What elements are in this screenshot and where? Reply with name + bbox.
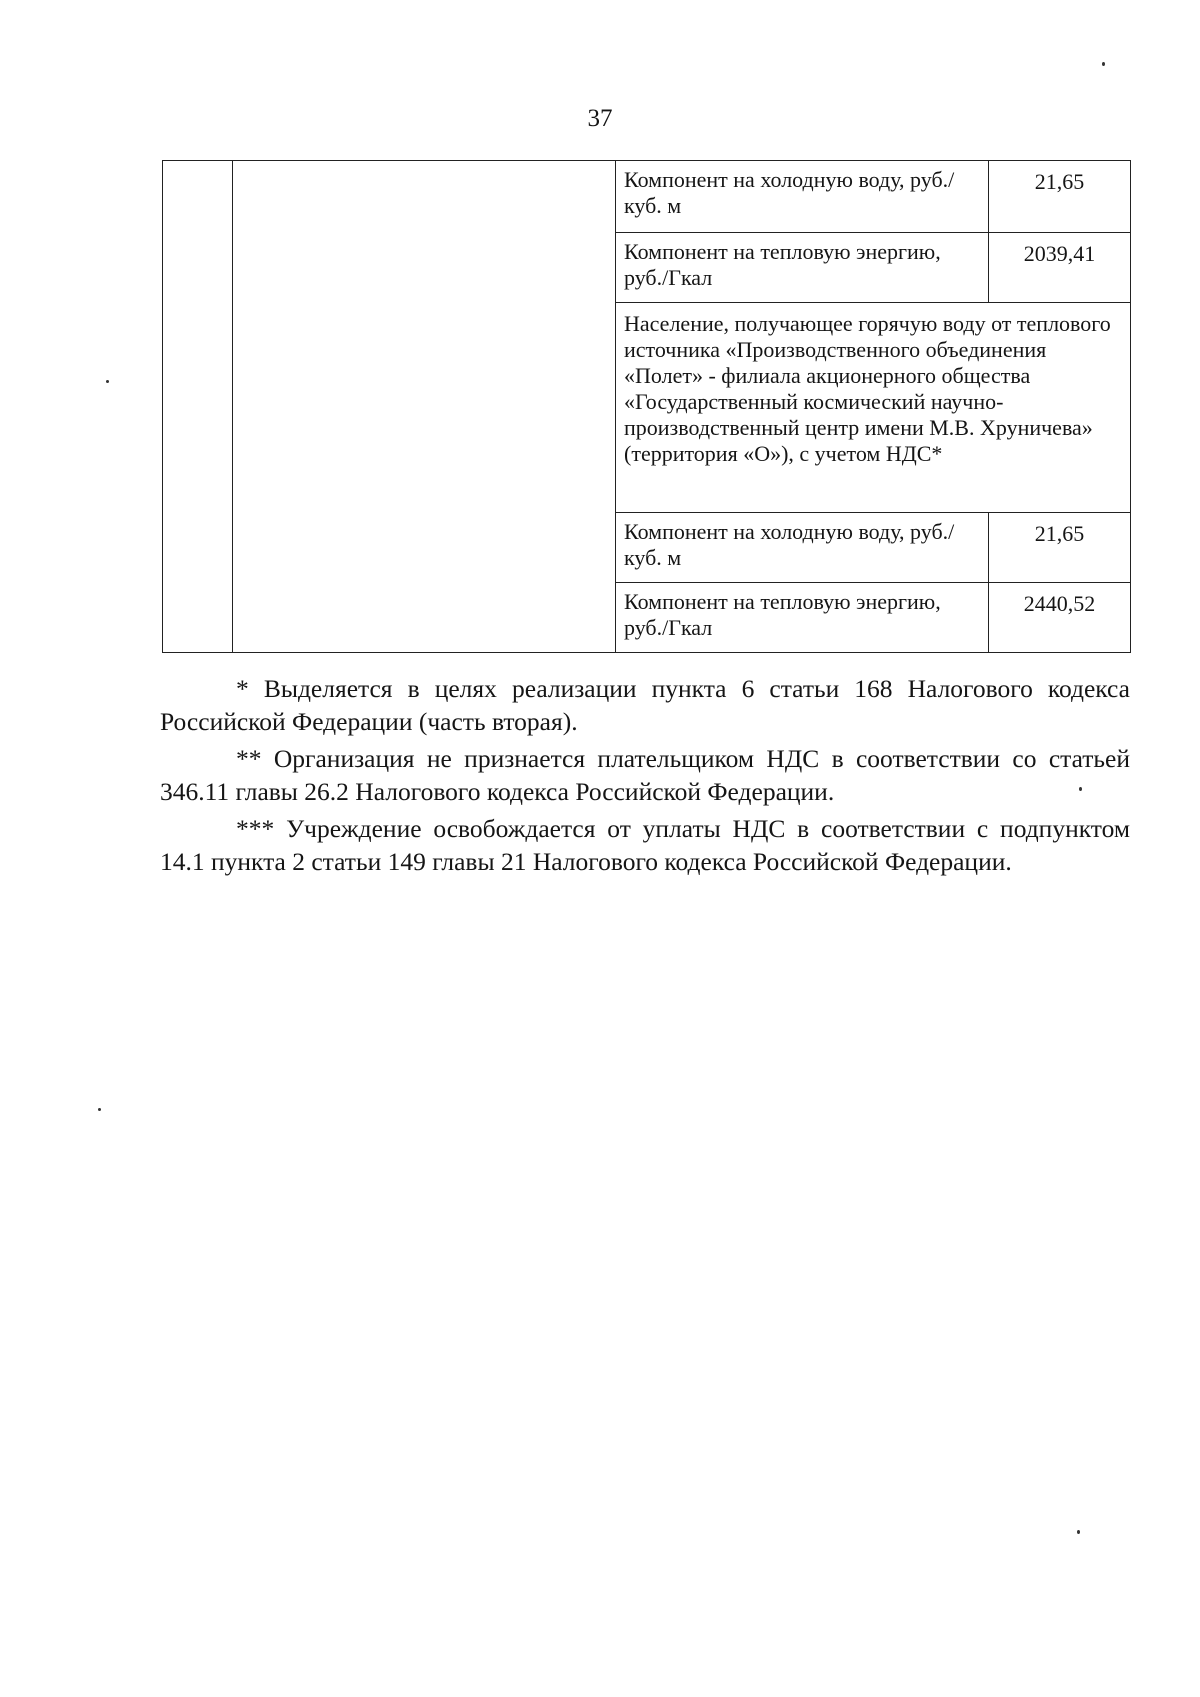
- footnote: * Выделяется в целях реализации пункта 6 статьи 168 Налогового кодекса Российской Федерации (часть вторая).: [160, 674, 1130, 736]
- tariff-value-cell: 21,65: [989, 161, 1131, 233]
- scan-speck: [1079, 787, 1082, 791]
- tariff-label-cell: Компонент на тепловую энергию, руб./Гкал: [616, 583, 989, 653]
- tariff-label-cell: Компонент на холодную воду, руб./куб. м: [616, 513, 989, 583]
- scan-speck: [1102, 62, 1105, 66]
- page-number: 37: [587, 105, 613, 132]
- recipient-cell: [233, 161, 616, 653]
- tariff-value-cell: 21,65: [989, 513, 1131, 583]
- tariff-label-cell: Компонент на холодную воду, руб./куб. м: [616, 161, 989, 233]
- tariff-value-cell: 2039,41: [989, 233, 1131, 303]
- footnote: ** Организация не признается плательщиком НДС в соответствии со статьей 346.11 главы 26.2 Налогового кодекса Российской Федерации.: [160, 744, 1130, 806]
- scan-speck: [98, 1108, 101, 1111]
- scan-speck: [1077, 1530, 1080, 1534]
- row-number-cell: [163, 161, 233, 653]
- footnotes: [160, 672, 1130, 882]
- tariff-value-cell: 2440,52: [989, 583, 1131, 653]
- scan-speck: [106, 380, 109, 383]
- footnote: *** Учреждение освобождается от уплаты НДС в соответствии с подпунктом 14.1 пункта 2 статьи 149 главы 21 Налогового кодекса Российской Федерации.: [160, 814, 1130, 876]
- table-row: [163, 161, 1131, 233]
- consumer-group-cell: Население, получающее горячую воду от теплового источника «Производственного объединения «Полет» - филиала акционерного общества «Государственный космический научно-производственный центр имени М.В. Хруничева» (территория «О»), с учетом НДС*: [616, 303, 1131, 513]
- tariff-label-cell: Компонент на тепловую энергию, руб./Гкал: [616, 233, 989, 303]
- tariff-table: [162, 160, 1131, 653]
